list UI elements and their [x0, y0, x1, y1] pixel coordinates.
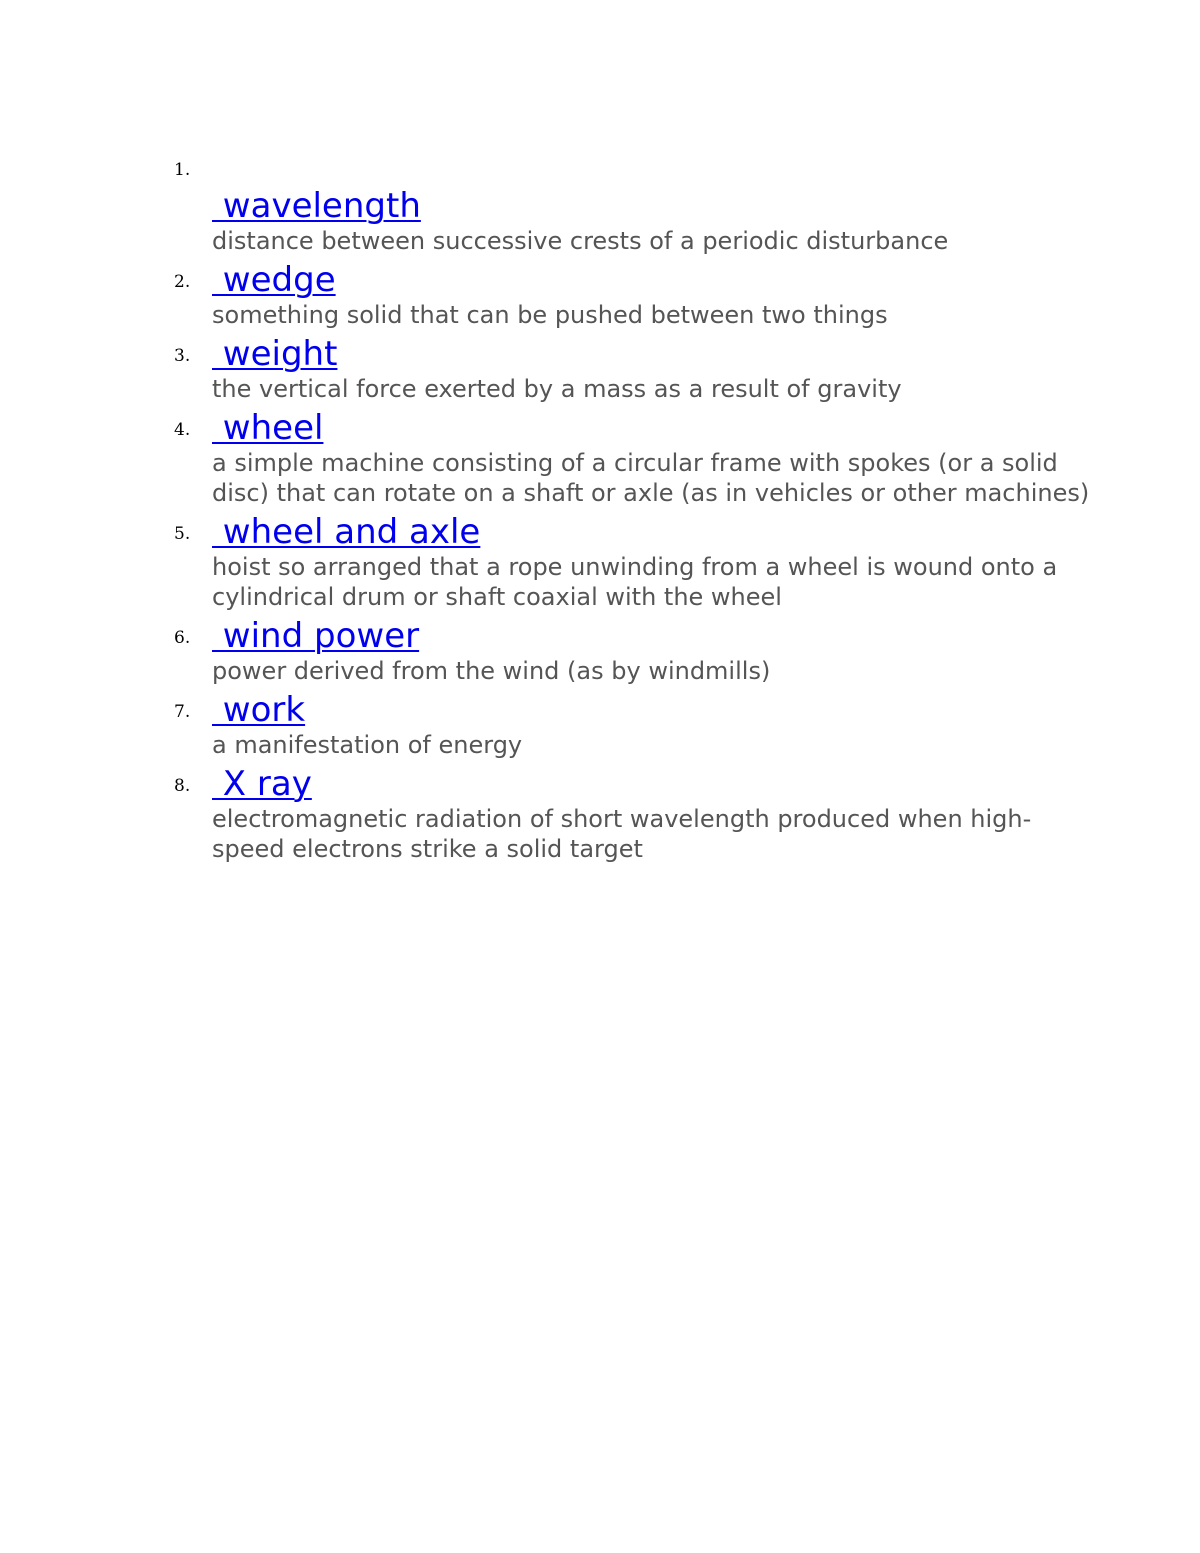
- term-definition: a manifestation of energy: [212, 731, 523, 759]
- item-number: 4.: [174, 420, 191, 440]
- term-definition: something solid that can be pushed between two things: [212, 301, 888, 329]
- term-definition: distance between successive crests of a periodic disturbance: [212, 227, 949, 255]
- term-link[interactable]: wheel and axle: [212, 512, 481, 552]
- list-item: [174, 334, 1092, 404]
- list-item: [174, 154, 1092, 256]
- list-item: [174, 408, 1092, 508]
- term-link[interactable]: wind power: [212, 616, 420, 656]
- item-number: 2.: [174, 272, 191, 292]
- term-definition: the vertical force exerted by a mass as a result of gravity: [212, 375, 902, 403]
- term-link[interactable]: wheel: [212, 408, 324, 448]
- term-definition: electromagnetic radiation of short wavelength produced when high-speed electrons strike a solid target: [212, 805, 1032, 863]
- term-link[interactable]: wedge: [212, 260, 336, 300]
- term-link[interactable]: wavelength: [212, 186, 421, 226]
- list-item: [174, 764, 1092, 864]
- term-link[interactable]: weight: [212, 334, 338, 374]
- term-definition: power derived from the wind (as by windmills): [212, 657, 771, 685]
- item-number: 1.: [174, 160, 191, 180]
- item-number: 3.: [174, 346, 191, 366]
- list-item: [174, 616, 1092, 686]
- list-item: [174, 512, 1092, 612]
- item-number: 6.: [174, 628, 191, 648]
- item-number: 5.: [174, 524, 191, 544]
- list-item: [174, 260, 1092, 330]
- item-number: 7.: [174, 702, 191, 722]
- term-definition: a simple machine consisting of a circular frame with spokes (or a solid disc) that can rotate on a shaft or axle (as in vehicles or other machines): [212, 449, 1090, 507]
- term-definition: hoist so arranged that a rope unwinding from a wheel is wound onto a cylindrical drum or shaft coaxial with the wheel: [212, 553, 1058, 611]
- term-link[interactable]: work: [212, 690, 306, 730]
- item-number: 8.: [174, 776, 191, 796]
- term-link[interactable]: X ray: [212, 764, 312, 804]
- glossary-list: [174, 154, 1092, 868]
- list-item: [174, 690, 1092, 760]
